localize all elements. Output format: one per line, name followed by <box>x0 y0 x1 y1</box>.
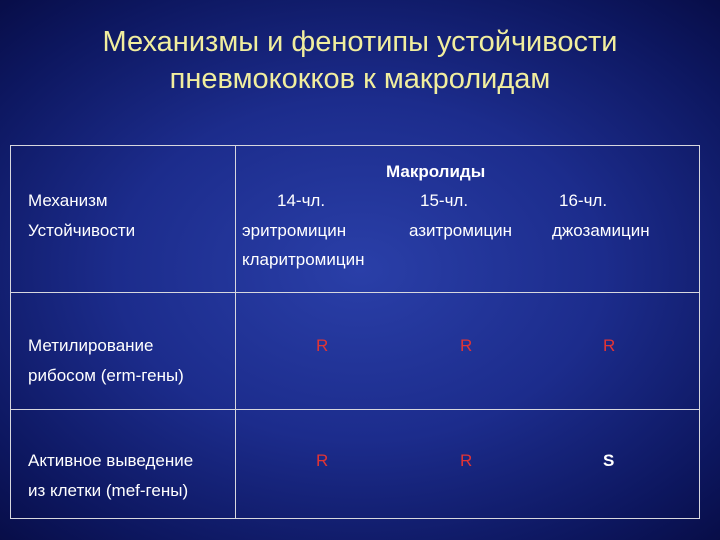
table-row-divider-2 <box>10 409 700 410</box>
slide-title-line2: пневмококков к макролидам <box>169 63 551 95</box>
row2-value-col3: S <box>603 451 615 470</box>
row1-value-col2: R <box>460 336 473 355</box>
table-row-divider-1 <box>10 292 700 293</box>
slide-title <box>0 24 720 98</box>
header-col1-drug2: кларитромицин <box>242 250 365 269</box>
header-col2-ring: 15-чл. <box>420 191 469 210</box>
row1-mechanism-line2: рибосом (erm-гены) <box>28 366 184 385</box>
slide-title-line1: Механизмы и фенотипы устойчивости <box>102 26 618 58</box>
table-column-divider <box>235 145 236 519</box>
row2-mechanism-line1: Активное выведение <box>28 451 194 470</box>
row1-value-col3: R <box>603 336 616 355</box>
header-col3-ring: 16-чл. <box>559 191 608 210</box>
header-mechanism-line1: Механизм <box>28 191 108 210</box>
row2-value-col2: R <box>460 451 473 470</box>
header-mechanism-line2: Устойчивости <box>28 221 136 240</box>
header-col1-drug1: эритромицин <box>242 221 347 240</box>
header-macrolides-label: Макролиды <box>386 162 486 181</box>
header-col3-drug1: джозамицин <box>552 221 650 240</box>
header-col2-drug1: азитромицин <box>409 221 513 240</box>
row2-value-col1: R <box>316 451 329 470</box>
row1-mechanism-line1: Метилирование <box>28 336 154 355</box>
header-col1-ring: 14-чл. <box>277 191 326 210</box>
row2-mechanism-line2: из клетки (mef-гены) <box>28 481 189 500</box>
row1-value-col1: R <box>316 336 329 355</box>
